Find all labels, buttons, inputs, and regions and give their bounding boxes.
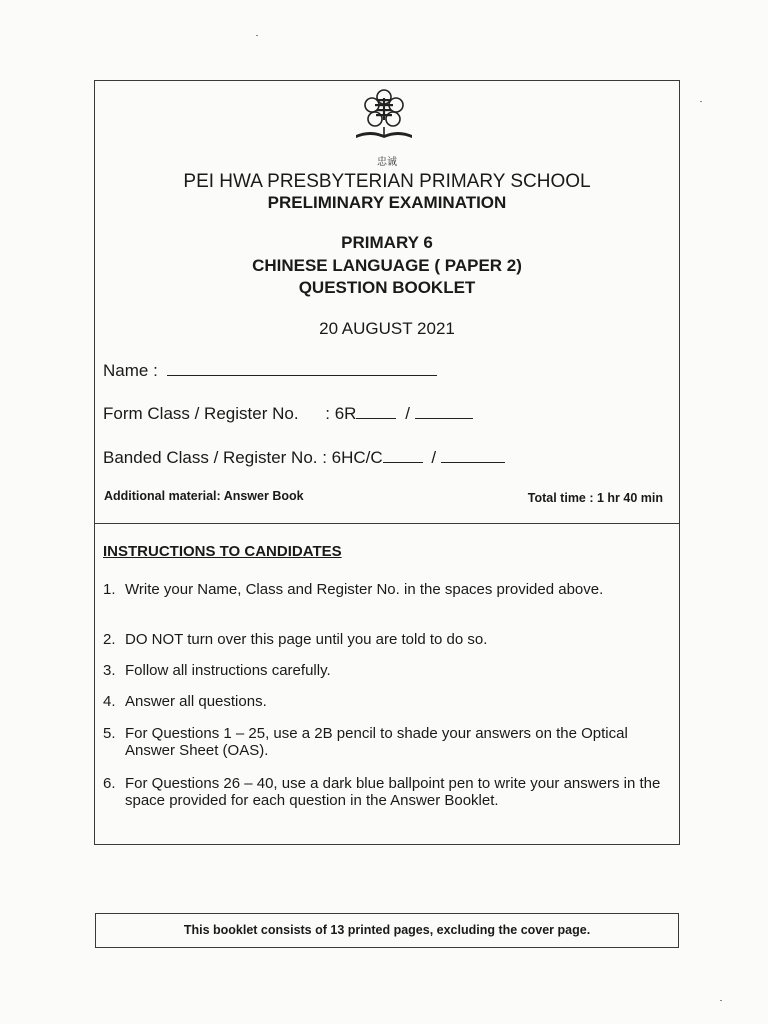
instruction-text: DO NOT turn over this page until you are told to do so. [125, 631, 488, 648]
name-blank[interactable] [167, 361, 437, 376]
instruction-number: 3. [103, 662, 116, 679]
form-class-field [103, 404, 473, 424]
instruction-text: For Questions 1 – 25, use a 2B pencil to shade your answers on the Optical Answer Sheet (OAS). [125, 725, 628, 759]
instruction-text: Follow all instructions carefully. [125, 662, 331, 679]
instruction-item [103, 581, 625, 598]
instructions-title: INSTRUCTIONS TO CANDIDATES [103, 543, 342, 560]
school-motto: 忠诚 [377, 157, 397, 168]
form-class-label: Form Class / Register No. [103, 404, 299, 423]
exam-date: 20 AUGUST 2021 [319, 319, 455, 338]
banded-class-blank[interactable] [383, 448, 423, 463]
instruction-number: 1. [103, 581, 116, 598]
instruction-number: 6. [103, 775, 116, 792]
name-field [103, 361, 437, 381]
subject-title: CHINESE LANGUAGE ( PAPER 2) [252, 256, 522, 275]
instruction-text: Answer all questions. [125, 693, 267, 710]
name-label: Name : [103, 361, 158, 380]
form-class-prefix: : 6R [325, 404, 357, 423]
banded-register-blank[interactable] [441, 448, 505, 463]
instruction-item [103, 631, 673, 648]
instruction-item [103, 693, 673, 710]
instruction-number: 2. [103, 631, 116, 648]
cover-details-box [94, 80, 680, 845]
scan-speck [256, 35, 258, 36]
total-time: Total time : 1 hr 40 min [527, 491, 663, 505]
banded-slash: / [431, 448, 437, 467]
banded-class-field [103, 448, 505, 468]
banded-class-label: Banded Class / Register No. : 6HC/C [103, 448, 383, 467]
exam-name: PRELIMINARY EXAMINATION [267, 193, 507, 212]
scan-speck [700, 101, 702, 102]
school-name: PEI HWA PRESBYTERIAN PRIMARY SCHOOL [183, 171, 591, 192]
instruction-number: 5. [103, 725, 116, 742]
instruction-number: 4. [103, 693, 116, 710]
instruction-item [103, 662, 673, 679]
level-title: PRIMARY 6 [341, 233, 433, 252]
instruction-text: Write your Name, Class and Register No. in the spaces provided above. [125, 581, 604, 598]
instruction-item [103, 725, 655, 759]
instruction-item [103, 775, 673, 809]
scan-speck [720, 1000, 722, 1001]
form-class-blank[interactable] [356, 404, 396, 419]
instruction-text: For Questions 26 – 40, use a dark blue ballpoint pen to write your answers in the space provided for each question in the Answer Booklet. [125, 775, 661, 809]
booklet-type: QUESTION BOOKLET [298, 278, 476, 297]
form-slash: / [405, 404, 410, 423]
section-divider [95, 523, 679, 524]
additional-material: Additional material: Answer Book [104, 489, 304, 503]
page-count-note: This booklet consists of 13 printed pages, excluding the cover page. [95, 913, 679, 948]
form-register-blank[interactable] [415, 404, 473, 419]
school-crest-icon [344, 89, 424, 149]
